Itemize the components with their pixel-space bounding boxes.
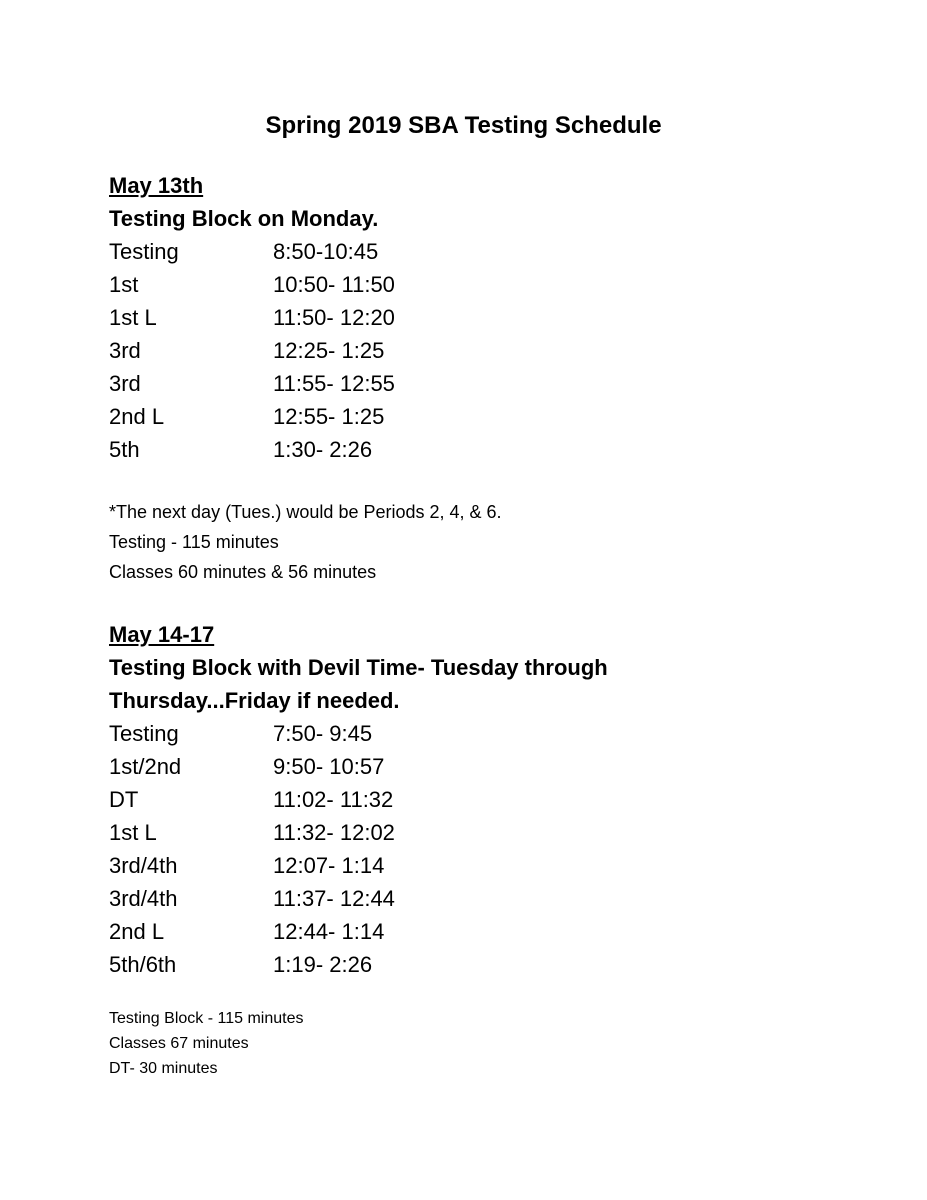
period-time: 11:37- 12:44 — [273, 886, 395, 911]
schedule-row — [109, 783, 809, 816]
period-time: 12:25- 1:25 — [273, 338, 385, 363]
section-heading-line2: Thursday...Friday if needed. — [109, 688, 400, 713]
period-label: 5th/6th — [109, 952, 177, 977]
note-line: Testing - 115 minutes — [109, 532, 279, 552]
note-line: DT- 30 minutes — [109, 1060, 218, 1077]
schedule-row — [109, 948, 809, 981]
period-time: 7:50- 9:45 — [273, 721, 373, 746]
period-time: 12:55- 1:25 — [273, 404, 385, 429]
section-heading: Testing Block on Monday. — [109, 206, 379, 231]
period-time: 8:50-10:45 — [273, 239, 379, 264]
schedule-table — [109, 717, 809, 981]
period-time: 11:02- 11:32 — [273, 787, 394, 812]
note-line: Classes 60 minutes & 56 minutes — [109, 562, 377, 582]
period-time: 9:50- 10:57 — [273, 754, 385, 779]
note-line: Classes 67 minutes — [109, 1035, 249, 1052]
schedule-row — [109, 268, 809, 301]
section-may-14-17-notes — [109, 1006, 809, 1081]
period-time: 11:55- 12:55 — [273, 371, 395, 396]
schedule-row — [109, 334, 809, 367]
schedule-row — [109, 400, 809, 433]
period-label: 3rd — [109, 371, 141, 396]
schedule-row — [109, 367, 809, 400]
schedule-row — [109, 750, 809, 783]
period-label: 3rd/4th — [109, 853, 178, 878]
period-time: 1:30- 2:26 — [273, 437, 373, 462]
period-label: 1st — [109, 272, 139, 297]
period-label: 1st L — [109, 305, 157, 330]
period-label: 1st L — [109, 820, 157, 845]
schedule-row — [109, 849, 809, 882]
section-may-14-17 — [109, 618, 809, 981]
section-heading-line1: Testing Block with Devil Time- Tuesday through — [109, 655, 608, 680]
period-label: 5th — [109, 437, 140, 462]
schedule-row — [109, 433, 809, 466]
period-time: 10:50- 11:50 — [273, 272, 395, 297]
period-time: 12:07- 1:14 — [273, 853, 385, 878]
section-date: May 14-17 — [109, 622, 215, 647]
schedule-row — [109, 816, 809, 849]
period-label: DT — [109, 787, 139, 812]
period-label: Testing — [109, 721, 179, 746]
section-may-13 — [109, 169, 809, 466]
page-title: Spring 2019 SBA Testing Schedule — [265, 112, 662, 139]
schedule-row — [109, 882, 809, 915]
period-time: 11:32- 12:02 — [273, 820, 395, 845]
schedule-row — [109, 235, 809, 268]
section-may-13-notes — [109, 497, 809, 587]
period-time: 11:50- 12:20 — [273, 305, 395, 330]
note-line: *The next day (Tues.) would be Periods 2, 4, & 6. — [109, 502, 502, 522]
schedule-row — [109, 301, 809, 334]
schedule-row — [109, 717, 809, 750]
period-label: 3rd/4th — [109, 886, 178, 911]
period-label: 2nd L — [109, 404, 165, 429]
schedule-row — [109, 915, 809, 948]
period-time: 1:19- 2:26 — [273, 952, 373, 977]
period-label: Testing — [109, 239, 179, 264]
period-label: 3rd — [109, 338, 141, 363]
period-label: 1st/2nd — [109, 754, 182, 779]
section-date: May 13th — [109, 173, 204, 198]
schedule-table — [109, 235, 809, 466]
period-time: 12:44- 1:14 — [273, 919, 385, 944]
period-label: 2nd L — [109, 919, 165, 944]
note-line: Testing Block - 115 minutes — [109, 1010, 304, 1027]
